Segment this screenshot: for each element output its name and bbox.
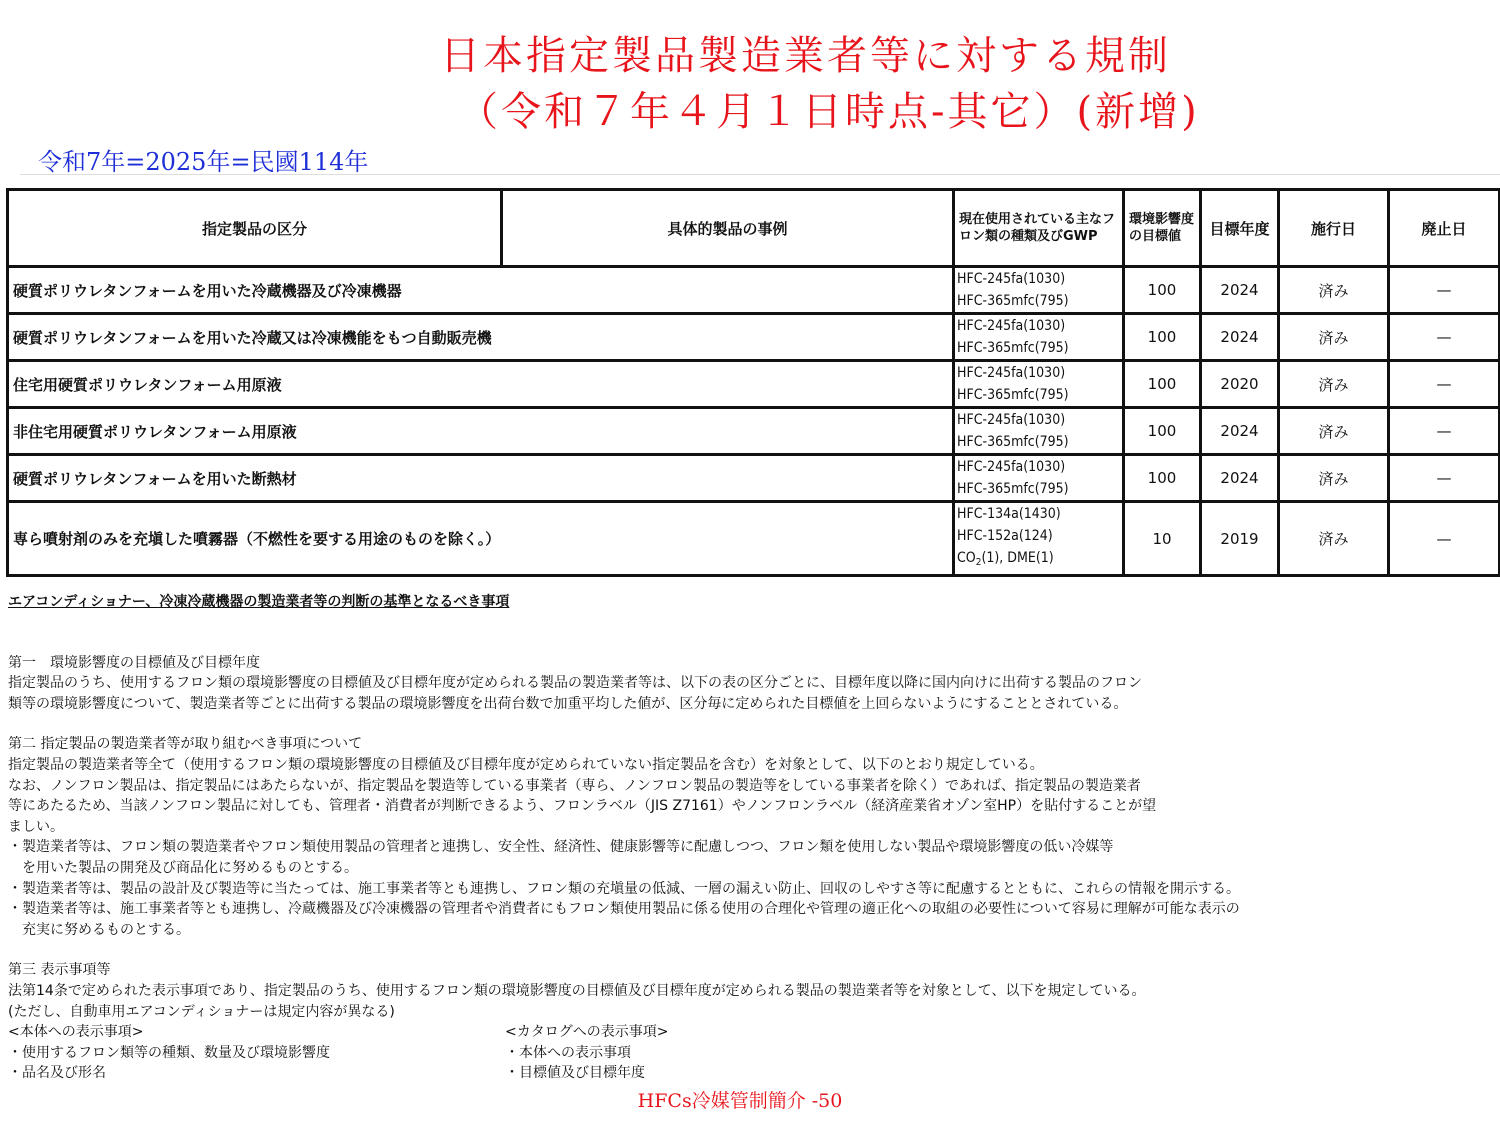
target-value: 100 — [1124, 314, 1201, 361]
product-name: 専ら噴射剤のみを充塡した噴霧器（不燃性を要する用途のものを除く。） — [8, 502, 502, 576]
gas-list — [954, 361, 1124, 408]
gas-item: HFC-245fa(1030) — [957, 318, 1066, 334]
paragraph: なお、ノンフロン製品は、指定製品にはあたらないが、指定製品を製造等している事業者（専ら、ノンフロン製品の製造等をしている事業者を除く）であれば、指定製品の製造業者 — [8, 777, 1141, 794]
gas-list — [954, 408, 1124, 455]
table-header-row — [8, 190, 1500, 267]
regulation-body-text — [8, 592, 1488, 1084]
product-name: 硬質ポリウレタンフォームを用いた冷蔵機器及び冷凍機器 — [8, 267, 502, 314]
gas-item: HFC-152a(124) — [957, 528, 1053, 544]
spacer — [8, 714, 1488, 734]
header-year: 目標年度 — [1201, 190, 1279, 267]
gas-item: HFC-365mfc(795) — [957, 434, 1069, 450]
table-row — [8, 361, 1500, 408]
gas-item: HFC-245fa(1030) — [957, 412, 1066, 428]
abolished-date: — — [1389, 314, 1500, 361]
bullet-continuation: を用いた製品の開発及び商品化に努めるものとする。 — [22, 859, 358, 876]
abolished-date: — — [1389, 361, 1500, 408]
target-year: 2024 — [1201, 455, 1279, 502]
bullet-continuation: 充実に努めるものとする。 — [22, 921, 190, 938]
section-title: 第二 指定製品の製造業者等が取り組むべき事項について — [8, 736, 363, 753]
target-year: 2024 — [1201, 408, 1279, 455]
table-row — [8, 267, 1500, 314]
table-row — [8, 408, 1500, 455]
header-effective: 施行日 — [1279, 190, 1389, 267]
table-row — [8, 502, 1500, 576]
labeling-columns — [8, 1022, 1488, 1084]
target-value: 100 — [1124, 361, 1201, 408]
header-category: 指定製品の区分 — [8, 190, 502, 267]
section-title: 第三 表示事項等 — [8, 962, 111, 979]
gas-item: HFC-365mfc(795) — [957, 340, 1069, 356]
section-heading: エアコンディショナー、冷凍冷蔵機器の製造業者等の判断の基準となるべき事項 — [8, 594, 510, 610]
product-examples — [502, 314, 954, 361]
effective-date: 済み — [1279, 502, 1389, 576]
slide-title-line1: 日本指定製品製造業者等に対する規制 — [440, 33, 1171, 79]
product-name: 非住宅用硬質ポリウレタンフォーム用原液 — [8, 408, 502, 455]
gas-item: HFC-245fa(1030) — [957, 365, 1066, 381]
gas-list — [954, 267, 1124, 314]
list-item: ・使用するフロン類等の種類、数量及び環境影響度 — [8, 1044, 330, 1061]
gas-list — [954, 455, 1124, 502]
bullet-item: ・製造業者等は、施工事業者等とも連携し、冷蔵機器及び冷凍機器の管理者や消費者にもフロン類使用製品に係る使用の合理化や管理の適正化への取組の必要性について容易に理解が可能な表示の — [8, 901, 1240, 918]
catalog-labeling-column — [505, 1022, 1002, 1084]
body-labeling-column — [8, 1022, 505, 1084]
product-examples — [502, 502, 954, 576]
paragraph: 法第14条で定められた表示事項であり、指定製品のうち、使用するフロン類の環境影響度の目標値及び目標年度が定められる製品の製造業者等を対象として、以下を規定している。 — [8, 982, 1146, 999]
abolished-date: — — [1389, 502, 1500, 576]
spacer — [8, 940, 1488, 960]
product-name: 硬質ポリウレタンフォームを用いた冷蔵又は冷凍機能をもつ自動販売機 — [8, 314, 502, 361]
gas-list — [954, 502, 1124, 576]
paragraph: 等にあたるため、当該ノンフロン製品に対しても、管理者・消費者が判断できるよう、フロンラベル（JIS Z7161）やノンフロンラベル（経済産業省オゾン室HP）を貼付することが望 — [8, 798, 1157, 815]
list-item: ・本体への表示事項 — [505, 1044, 631, 1061]
list-item: ・品名及び形名 — [8, 1065, 106, 1082]
slide-title — [440, 28, 1340, 140]
paragraph: ましい。 — [8, 818, 64, 835]
product-name: 硬質ポリウレタンフォームを用いた断熱材 — [8, 455, 502, 502]
designated-products-table — [6, 188, 1500, 577]
list-item: ・目標値及び目標年度 — [505, 1065, 645, 1082]
product-examples — [502, 455, 954, 502]
paragraph: 類等の環境影響度について、製造業者等ごとに出荷する製品の環境影響度を出荷台数で加重平均した値が、区分毎に定められた目標値を上回らないようにすることとされている。 — [8, 695, 1128, 712]
section-title: 第一 環境影響度の目標値及び目標年度 — [8, 654, 260, 671]
gas-item — [957, 547, 1118, 574]
target-year: 2019 — [1201, 502, 1279, 576]
table-row — [8, 455, 1500, 502]
effective-date: 済み — [1279, 455, 1389, 502]
bullet-item: ・製造業者等は、製品の設計及び製造等に当たっては、施工事業者等とも連携し、フロン類の充塡量の低減、一層の漏えい防止、回収のしやすさ等に配慮するとともに、これらの情報を開示する。 — [8, 880, 1240, 897]
abolished-date: — — [1389, 408, 1500, 455]
effective-date: 済み — [1279, 267, 1389, 314]
slide-title-line2: （令和７年４月１日時点-其它）(新增) — [458, 89, 1200, 135]
target-value: 100 — [1124, 267, 1201, 314]
header-examples: 具体的製品の事例 — [502, 190, 954, 267]
column-title: <カタログへの表示事項> — [505, 1024, 669, 1041]
bullet-item: ・製造業者等は、フロン類の製造業者やフロン類使用製品の管理者と連携し、安全性、経済性、健康影響等に配慮しつつ、フロン類を使用しない製品や環境影響度の低い冷媒等 — [8, 839, 1114, 856]
target-year: 2024 — [1201, 267, 1279, 314]
product-name: 住宅用硬質ポリウレタンフォーム用原液 — [8, 361, 502, 408]
product-examples — [502, 267, 954, 314]
paragraph: 指定製品の製造業者等全て（使用するフロン類の環境影響度の目標値及び目標年度が定められていない指定製品を含む）を対象として、以下のとおり規定している。 — [8, 756, 1044, 773]
gas-item: HFC-134a(1430) — [957, 506, 1061, 522]
target-value: 100 — [1124, 455, 1201, 502]
gas-list — [954, 314, 1124, 361]
product-examples — [502, 361, 954, 408]
gas-item: HFC-245fa(1030) — [957, 271, 1066, 287]
slide-footer: HFCs冷媒管制簡介 -50 — [637, 1090, 843, 1112]
cropped-text-strip — [20, 174, 1500, 185]
gas-item: HFC-245fa(1030) — [957, 459, 1066, 475]
header-target: 環境影響度の目標値 — [1124, 190, 1201, 267]
header-gases: 現在使用されている主なフロン類の種類及びGWP — [954, 190, 1124, 267]
target-value: 10 — [1124, 502, 1201, 576]
abolished-date: — — [1389, 267, 1500, 314]
gas-item: HFC-365mfc(795) — [957, 387, 1069, 403]
target-year: 2020 — [1201, 361, 1279, 408]
gas-formula-subscript: 2 — [975, 557, 982, 568]
column-title: <本体への表示事項> — [8, 1024, 144, 1041]
gas-formula: CO — [957, 550, 976, 566]
effective-date: 済み — [1279, 408, 1389, 455]
gas-item: HFC-365mfc(795) — [957, 481, 1069, 497]
era-conversion-note: 令和7年=2025年=民國114年 — [38, 148, 369, 176]
paragraph: 指定製品のうち、使用するフロン類の環境影響度の目標値及び目標年度が定められる製品の製造業者等は、以下の表の区分ごとに、目標年度以降に国内向けに出荷する製品のフロン — [8, 675, 1142, 692]
abolished-date: — — [1389, 455, 1500, 502]
product-examples — [502, 408, 954, 455]
target-year: 2024 — [1201, 314, 1279, 361]
gas-item: HFC-365mfc(795) — [957, 293, 1069, 309]
effective-date: 済み — [1279, 361, 1389, 408]
gas-formula-rest: (1), DME(1) — [981, 550, 1054, 566]
target-value: 100 — [1124, 408, 1201, 455]
effective-date: 済み — [1279, 314, 1389, 361]
paragraph: (ただし、自動車用エアコンディショナーは規定内容が異なる) — [8, 1003, 395, 1020]
table-row — [8, 314, 1500, 361]
header-abolished: 廃止日 — [1389, 190, 1500, 267]
spacer — [8, 633, 1488, 653]
